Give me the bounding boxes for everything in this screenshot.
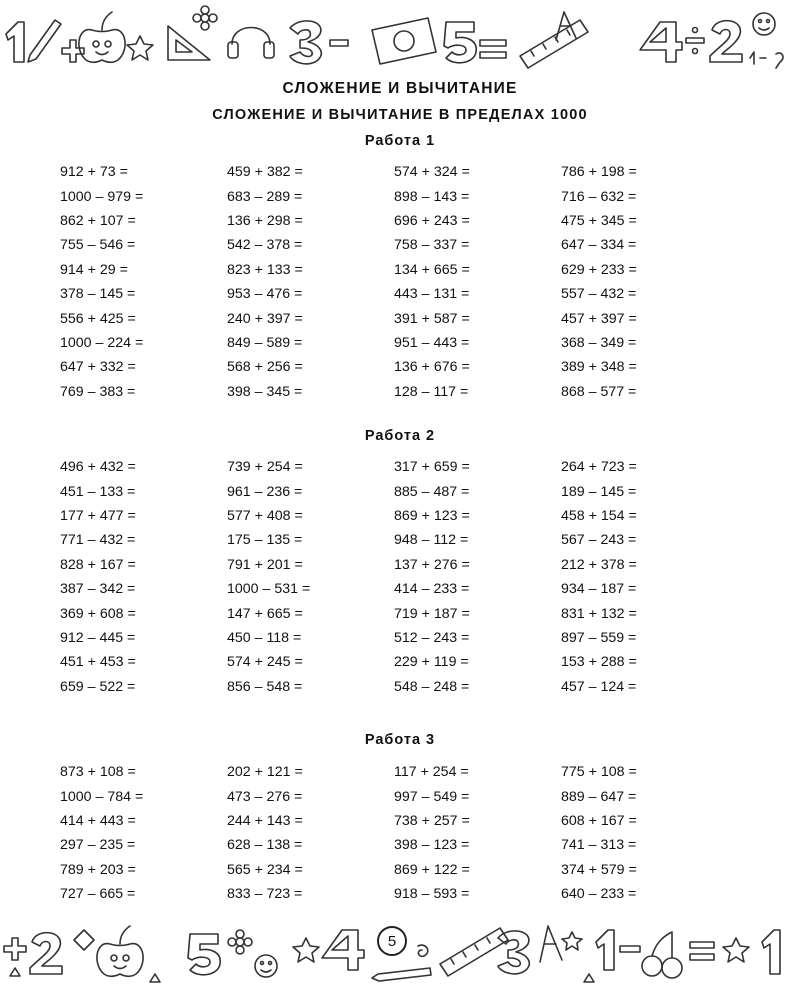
exercise: 240 + 397 = [227,310,303,327]
exercise: 189 – 145 = [561,483,637,500]
exercise: 696 + 243 = [394,212,470,229]
exercise: 868 – 577 = [561,383,637,400]
exercise: 443 – 131 = [394,286,470,303]
exercise: 786 + 198 = [561,164,637,181]
exercise: 458 + 154 = [561,507,637,524]
exercise: 862 + 107 = [60,212,136,229]
exercise: 1000 – 784 = [60,788,144,805]
exercise: 869 + 123 = [394,507,470,524]
exercise: 548 – 248 = [394,678,470,695]
exercise: 496 + 432 = [60,459,136,476]
footer-doodle-border [0,912,800,1000]
exercise: 147 + 665 = [227,605,303,622]
exercise: 918 – 593 = [394,886,470,903]
exercise: 317 + 659 = [394,459,470,476]
work-3-title: Работа 3 [364,732,436,748]
exercise: 556 + 425 = [60,310,136,327]
exercise: 897 – 559 = [561,629,637,646]
work-3-exercises [60,760,780,906]
exercise: 387 – 342 = [60,581,136,598]
exercise: 775 + 108 = [561,764,637,781]
exercise: 739 + 254 = [227,459,303,476]
exercise: 628 – 138 = [227,837,303,854]
exercise: 574 + 324 = [394,164,470,181]
exercise: 833 – 723 = [227,886,303,903]
exercise: 459 + 382 = [227,164,303,181]
exercise: 953 – 476 = [227,286,303,303]
work-1-exercises [60,160,780,404]
sub-heading: СЛОЖЕНИЕ И ВЫЧИТАНИЕ В ПРЕДЕЛАХ 1000 [212,107,588,123]
exercise: 948 – 112 = [394,532,469,549]
exercise: 831 + 132 = [561,605,637,622]
exercise: 912 + 73 = [60,164,128,181]
exercise: 741 – 313 = [561,837,637,854]
exercise: 389 + 348 = [561,359,637,376]
header-doodle-border [0,0,800,72]
exercise: 565 + 234 = [227,861,303,878]
exercise: 134 + 665 = [394,261,470,278]
exercise: 398 – 345 = [227,383,303,400]
exercise: 264 + 723 = [561,459,637,476]
exercise: 758 – 337 = [394,237,470,254]
main-heading: СЛОЖЕНИЕ И ВЫЧИТАНИЕ [282,80,518,97]
exercise: 297 – 235 = [60,837,136,854]
exercise: 640 – 233 = [561,886,637,903]
exercise: 378 – 145 = [60,286,136,303]
exercise: 934 – 187 = [561,581,637,598]
exercise: 727 – 665 = [60,886,136,903]
exercise: 374 + 579 = [561,861,637,878]
exercise: 473 – 276 = [227,788,303,805]
exercise: 368 – 349 = [561,334,637,351]
exercise: 771 – 432 = [60,532,136,549]
exercise: 823 + 133 = [227,261,303,278]
exercise: 755 – 546 = [60,237,136,254]
exercise: 398 – 123 = [394,837,470,854]
work-2-exercises [60,455,780,699]
exercise: 647 + 332 = [60,359,136,376]
exercise: 769 – 383 = [60,383,136,400]
exercise: 136 + 676 = [394,359,470,376]
exercise: 885 – 487 = [394,483,470,500]
exercise: 791 + 201 = [227,556,303,573]
exercise: 369 + 608 = [60,605,136,622]
exercise: 391 + 587 = [394,310,470,327]
exercise: 451 – 133 = [60,483,136,500]
work-2-title: Работа 2 [364,428,436,444]
exercise: 997 – 549 = [394,788,470,805]
exercise: 961 – 236 = [227,483,303,500]
exercise: 414 – 233 = [394,581,470,598]
exercise: 450 – 118 = [227,629,302,646]
exercise: 898 – 143 = [394,188,470,205]
exercise: 136 + 298 = [227,212,303,229]
exercise: 912 – 445 = [60,629,136,646]
exercise: 1000 – 224 = [60,334,144,351]
exercise: 244 + 143 = [227,812,303,829]
exercise: 128 – 117 = [394,383,469,400]
exercise: 574 + 245 = [227,654,303,671]
work-1-title: Работа 1 [364,133,436,149]
exercise: 716 – 632 = [561,188,637,205]
exercise: 738 + 257 = [394,812,470,829]
exercise: 889 – 647 = [561,788,637,805]
exercise: 153 + 288 = [561,654,637,671]
exercise: 475 + 345 = [561,212,637,229]
exercise: 414 + 443 = [60,812,136,829]
exercise: 828 + 167 = [60,556,136,573]
exercise: 202 + 121 = [227,764,303,781]
exercise: 457 + 397 = [561,310,637,327]
exercise: 914 + 29 = [60,261,128,278]
exercise: 683 – 289 = [227,188,303,205]
exercise: 856 – 548 = [227,678,303,695]
exercise: 568 + 256 = [227,359,303,376]
exercise: 567 – 243 = [561,532,637,549]
exercise: 177 + 477 = [60,507,136,524]
exercise: 577 + 408 = [227,507,303,524]
exercise: 629 + 233 = [561,261,637,278]
exercise: 512 – 243 = [394,629,470,646]
exercise: 869 + 122 = [394,861,470,878]
exercise: 873 + 108 = [60,764,136,781]
page-number: 5 [377,926,407,956]
exercise: 137 + 276 = [394,556,470,573]
exercise: 608 + 167 = [561,812,637,829]
exercise: 557 – 432 = [561,286,637,303]
exercise: 175 – 135 = [227,532,303,549]
exercise: 117 + 254 = [394,764,469,781]
exercise: 212 + 378 = [561,556,637,573]
exercise: 659 – 522 = [60,678,136,695]
exercise: 229 + 119 = [394,654,469,671]
exercise: 542 – 378 = [227,237,303,254]
exercise: 789 + 203 = [60,861,136,878]
exercise: 451 + 453 = [60,654,136,671]
exercise: 457 – 124 = [561,678,637,695]
exercise: 1000 – 979 = [60,188,144,205]
exercise: 849 – 589 = [227,334,303,351]
exercise: 647 – 334 = [561,237,637,254]
exercise: 951 – 443 = [394,334,470,351]
exercise: 719 + 187 = [394,605,470,622]
exercise: 1000 – 531 = [227,581,311,598]
